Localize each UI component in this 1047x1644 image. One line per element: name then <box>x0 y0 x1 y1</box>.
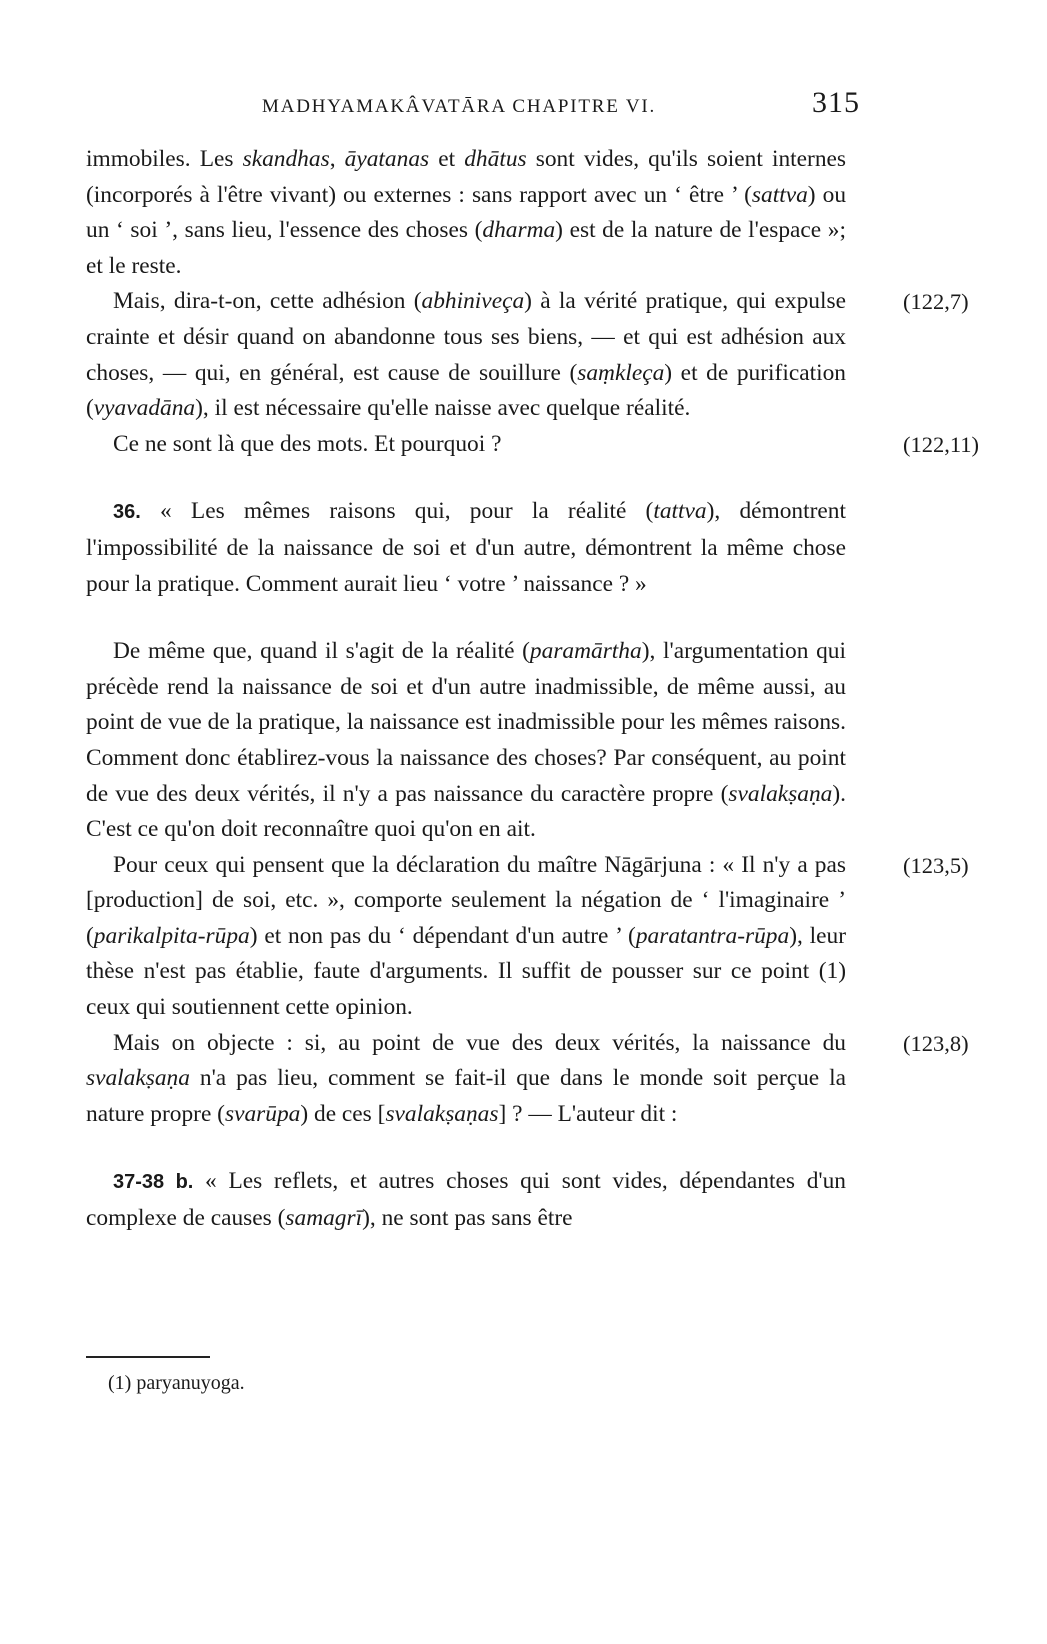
text-run: ), démontrent l'impossibilité de la naissance de soi et d'un autre, démontrent la même chose pour la pratique. Comment aurait lieu ‘ votre ’ naissance ? » <box>86 498 846 597</box>
sanskrit-term: svarūpa <box>224 1100 301 1127</box>
text-run: ) est de la nature de l'espace »; et le reste. <box>86 217 847 279</box>
text-run: Ce ne sont là que des mots. Et pourquoi ? <box>113 430 502 457</box>
margin-reference: (123,8) <box>903 1030 969 1056</box>
sanskrit-term: svalakṣaṇa <box>86 1065 190 1092</box>
text-run: « Les reflets, et autres choses qui sont vides, dépendantes d'un complexe de causes ( <box>86 1168 846 1232</box>
text-run: et <box>429 146 465 172</box>
sanskrit-term: dharma <box>482 217 556 244</box>
footnote-rule <box>86 1356 210 1358</box>
paragraph-3 <box>86 427 980 463</box>
running-title: MADHYAMAKÂVATĀRA CHAPITRE VI. <box>262 96 657 117</box>
margin-reference: (122,11) <box>903 431 980 457</box>
body-text <box>86 142 980 1237</box>
text-run: ), il est nécessaire qu'elle naisse avec quelque réalité. <box>195 395 691 422</box>
text-run: sont vides, qu'ils soient internes (incorporés à l'être vivant) ou externes : sans rapport avec un ‘ être ’ ( <box>86 146 847 208</box>
text-run: ] ? — L'auteur dit : <box>498 1100 678 1127</box>
paragraph-6 <box>86 848 969 1026</box>
text-run: Mais on objecte : si, au point de vue des deux vérités, la naissance du <box>113 1029 846 1056</box>
sanskrit-term: svalakṣaṇas <box>385 1100 499 1127</box>
sanskrit-term: paratantra-rūpa <box>635 922 790 949</box>
text-run: ). C'est ce qu'on doit reconnaître quoi qu'on en ait. <box>86 780 846 843</box>
sanskrit-term: svalakṣaṇa <box>728 780 833 807</box>
sanskrit-term: tattva <box>653 498 707 525</box>
sanskrit-term: saṃkleça <box>577 359 665 386</box>
margin-reference: (122,7) <box>903 289 969 315</box>
sanskrit-term: dhātus <box>464 146 527 172</box>
sanskrit-term: vyavadāna <box>93 395 196 422</box>
margin-reference: (123,5) <box>903 852 969 878</box>
text-run: De même que, quand il s'agit de la réalité ( <box>113 638 530 665</box>
sanskrit-term: abhiniveça <box>421 288 525 315</box>
text-run: ), l'argumentation qui précède rend la naissance de soi et d'un autre inadmissible, de même aussi, au point de vue de la pratique, la naissance est inadmissible pour les mêmes raisons. Comment donc établirez-vous la naissance des choses? Par conséquent, au point de vue des deux vérités, il n'y a pas naissance du caractère propre ( <box>86 638 846 807</box>
page-number: 315 <box>812 86 860 119</box>
text-run: immobiles. Les <box>86 146 243 172</box>
text-run: ) et de purification ( <box>86 359 846 422</box>
sanskrit-term: samagrī <box>285 1205 363 1232</box>
paragraph-7 <box>86 1026 969 1133</box>
sanskrit-term: paramārtha <box>529 638 642 665</box>
text-run: Pour ceux qui pensent que la déclaration du maître Nāgārjuna : « Il n'y a pas [production] de soi, etc. », comporte seulement la négation de ‘ l'imaginaire ’ ( <box>86 851 846 949</box>
text-run: ) ou un ‘ soi ’, sans lieu, l'essence des choses ( <box>86 181 847 244</box>
text-run: ) de ces [ <box>300 1100 386 1127</box>
text-run: , <box>329 146 345 172</box>
footnote: (1) paryanuyoga. <box>108 1372 245 1394</box>
paragraph-5 <box>86 634 846 848</box>
paragraph-1 <box>86 142 846 284</box>
text-run: ) à la vérité pratique, qui expulse crainte et désir quand on abandonne tous ses biens, — et qui est adhésion aux choses, — qui, en général, est cause de souillure ( <box>86 288 846 386</box>
paragraph-2 <box>86 284 969 426</box>
verse-number: 36. <box>113 501 141 524</box>
sanskrit-term: parikalpita-rūpa <box>93 922 250 949</box>
text-run: Mais, dira-t-on, cette adhésion ( <box>113 288 422 315</box>
verse-36 <box>86 494 846 602</box>
verse-37-38b <box>86 1164 846 1236</box>
sanskrit-term: sattva <box>751 181 808 208</box>
text-run: ) et non pas du ‘ dépendant d'un autre ’ ( <box>249 922 636 949</box>
text-run: ), ne sont pas sans être <box>362 1205 573 1232</box>
text-run: n'a pas lieu, comment se fait-il que dans le monde soit perçue la nature propre ( <box>86 1065 846 1127</box>
text-run: « Les mêmes raisons qui, pour la réalité ( <box>140 498 654 525</box>
sanskrit-term: skandhas <box>242 146 330 172</box>
text-run: ), leur thèse n'est pas établie, faute d'arguments. Il suffit de pousser sur ce point (1) ceux qui soutiennent cette opinion. <box>86 922 846 1021</box>
running-header <box>0 86 1047 126</box>
sanskrit-term: āyatanas <box>344 146 430 172</box>
verse-number: 37-38 b. <box>113 1171 194 1194</box>
